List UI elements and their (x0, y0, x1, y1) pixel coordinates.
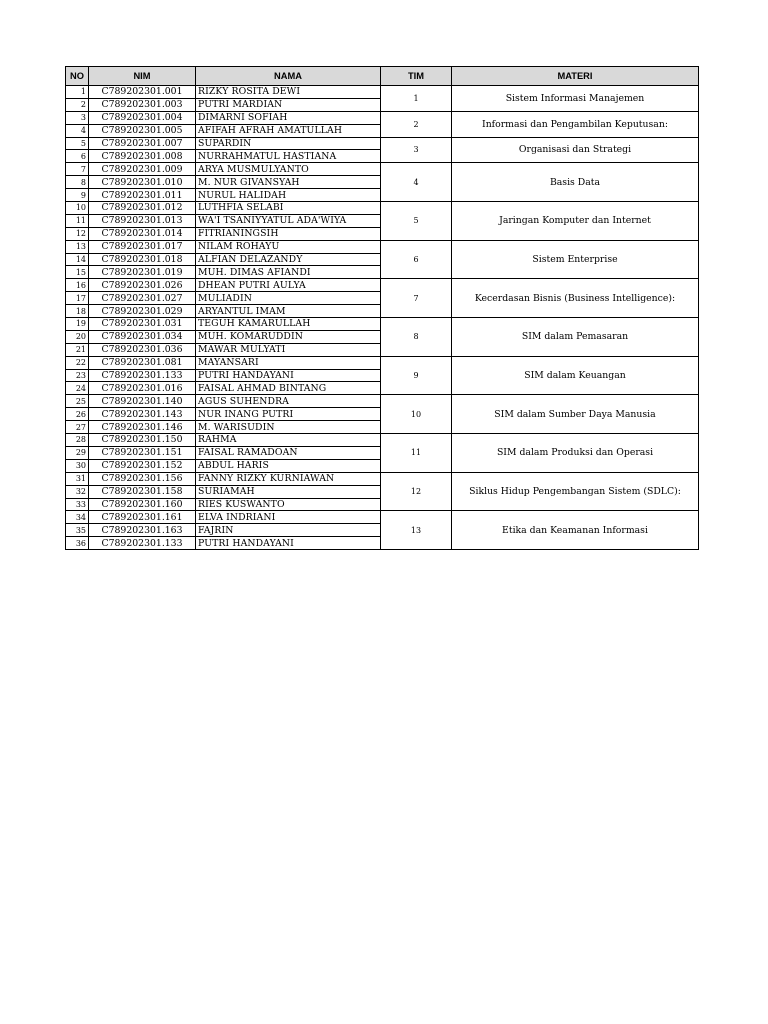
row-number: 29 (66, 446, 89, 459)
student-nim: C789202301.004 (89, 111, 196, 124)
header-no: NO (66, 67, 89, 86)
row-number: 1 (66, 86, 89, 99)
table-row (66, 356, 699, 369)
roster-body (66, 86, 699, 550)
student-nim: C789202301.012 (89, 202, 196, 215)
row-number: 23 (66, 369, 89, 382)
row-number: 10 (66, 202, 89, 215)
row-number: 19 (66, 318, 89, 331)
row-number: 2 (66, 98, 89, 111)
student-nim: C789202301.018 (89, 253, 196, 266)
team-number: 2 (381, 111, 452, 137)
team-topic: SIM dalam Pemasaran (452, 318, 699, 357)
table-row (66, 202, 699, 215)
row-number: 20 (66, 330, 89, 343)
student-nim: C789202301.003 (89, 98, 196, 111)
student-name: DHEAN PUTRI AULYA (196, 279, 381, 292)
team-topic: Etika dan Keamanan Informasi (452, 511, 699, 550)
row-number: 16 (66, 279, 89, 292)
student-name: PUTRI HANDAYANI (196, 537, 381, 550)
student-nim: C789202301.151 (89, 446, 196, 459)
row-number: 15 (66, 266, 89, 279)
row-number: 24 (66, 382, 89, 395)
team-topic: Organisasi dan Strategi (452, 137, 699, 163)
row-number: 12 (66, 227, 89, 240)
row-number: 13 (66, 240, 89, 253)
row-number: 9 (66, 189, 89, 202)
student-name: MUH. DIMAS AFIANDI (196, 266, 381, 279)
student-name: ABDUL HARIS (196, 459, 381, 472)
team-topic: Sistem Enterprise (452, 240, 699, 279)
row-number: 8 (66, 176, 89, 189)
student-nim: C789202301.081 (89, 356, 196, 369)
student-name: ARYANTUL IMAM (196, 305, 381, 318)
student-name: M. WARISUDIN (196, 421, 381, 434)
student-nim: C789202301.008 (89, 150, 196, 163)
row-number: 21 (66, 343, 89, 356)
student-name: FANNY RIZKY KURNIAWAN (196, 472, 381, 485)
student-nim: C789202301.163 (89, 524, 196, 537)
student-name: MUH. KOMARUDDIN (196, 330, 381, 343)
header-tim: TIM (381, 67, 452, 86)
table-row (66, 137, 699, 150)
student-nim: C789202301.017 (89, 240, 196, 253)
row-number: 17 (66, 292, 89, 305)
student-name: ALFIAN DELAZANDY (196, 253, 381, 266)
table-row (66, 163, 699, 176)
team-topic: SIM dalam Produksi dan Operasi (452, 434, 699, 473)
student-nim: C789202301.013 (89, 214, 196, 227)
row-number: 30 (66, 459, 89, 472)
student-nim: C789202301.034 (89, 330, 196, 343)
team-number: 13 (381, 511, 452, 550)
student-name: FITRIANINGSIH (196, 227, 381, 240)
row-number: 27 (66, 421, 89, 434)
table-row (66, 511, 699, 524)
student-name: NILAM ROHAYU (196, 240, 381, 253)
student-nim: C789202301.140 (89, 395, 196, 408)
team-topic: Sistem Informasi Manajemen (452, 86, 699, 112)
table-row (66, 434, 699, 447)
table-row (66, 279, 699, 292)
header-nama: NAMA (196, 67, 381, 86)
student-nim: C789202301.026 (89, 279, 196, 292)
student-nim: C789202301.007 (89, 137, 196, 150)
student-name: PUTRI MARDIAN (196, 98, 381, 111)
team-number: 3 (381, 137, 452, 163)
row-number: 11 (66, 214, 89, 227)
student-nim: C789202301.150 (89, 434, 196, 447)
student-name: RIES KUSWANTO (196, 498, 381, 511)
student-nim: C789202301.036 (89, 343, 196, 356)
student-name: LUTHFIA SELABI (196, 202, 381, 215)
table-row (66, 472, 699, 485)
table-row (66, 111, 699, 124)
student-nim: C789202301.143 (89, 408, 196, 421)
header-materi: MATERI (452, 67, 699, 86)
team-number: 5 (381, 202, 452, 241)
student-nim: C789202301.158 (89, 485, 196, 498)
header-row (66, 67, 699, 86)
row-number: 35 (66, 524, 89, 537)
row-number: 36 (66, 537, 89, 550)
student-name: FAISAL AHMAD BINTANG (196, 382, 381, 395)
student-name: NURUL HALIDAH (196, 189, 381, 202)
student-nim: C789202301.031 (89, 318, 196, 331)
team-topic: Kecerdasan Bisnis (Business Intelligence): (452, 279, 699, 318)
team-number: 9 (381, 356, 452, 395)
row-number: 5 (66, 137, 89, 150)
team-number: 1 (381, 86, 452, 112)
row-number: 28 (66, 434, 89, 447)
team-number: 4 (381, 163, 452, 202)
student-nim: C789202301.010 (89, 176, 196, 189)
team-topic: Basis Data (452, 163, 699, 202)
team-topic: SIM dalam Keuangan (452, 356, 699, 395)
student-name: SURIAMAH (196, 485, 381, 498)
header-nim: NIM (89, 67, 196, 86)
student-name: PUTRI HANDAYANI (196, 369, 381, 382)
student-name: RIZKY ROSITA DEWI (196, 86, 381, 99)
student-nim: C789202301.152 (89, 459, 196, 472)
student-nim: C789202301.146 (89, 421, 196, 434)
row-number: 4 (66, 124, 89, 137)
student-nim: C789202301.160 (89, 498, 196, 511)
row-number: 7 (66, 163, 89, 176)
student-nim: C789202301.133 (89, 537, 196, 550)
team-number: 10 (381, 395, 452, 434)
row-number: 14 (66, 253, 89, 266)
team-topic: SIM dalam Sumber Daya Manusia (452, 395, 699, 434)
student-name: SUPARDIN (196, 137, 381, 150)
student-name: WA'I TSANIYYATUL ADA'WIYA (196, 214, 381, 227)
team-number: 8 (381, 318, 452, 357)
student-nim: C789202301.161 (89, 511, 196, 524)
student-name: FAJRIN (196, 524, 381, 537)
row-number: 32 (66, 485, 89, 498)
team-number: 12 (381, 472, 452, 511)
table-row (66, 86, 699, 99)
table-row (66, 318, 699, 331)
row-number: 22 (66, 356, 89, 369)
table-row (66, 240, 699, 253)
student-name: RAHMA (196, 434, 381, 447)
student-nim: C789202301.156 (89, 472, 196, 485)
table-row (66, 395, 699, 408)
student-nim: C789202301.019 (89, 266, 196, 279)
team-number: 7 (381, 279, 452, 318)
row-number: 34 (66, 511, 89, 524)
team-topic: Jaringan Komputer dan Internet (452, 202, 699, 241)
team-topic: Informasi dan Pengambilan Keputusan: (452, 111, 699, 137)
student-name: TEGUH KAMARULLAH (196, 318, 381, 331)
student-name: FAISAL RAMADOAN (196, 446, 381, 459)
student-nim: C789202301.011 (89, 189, 196, 202)
team-roster-table (65, 66, 699, 550)
student-name: AFIFAH AFRAH AMATULLAH (196, 124, 381, 137)
student-nim: C789202301.014 (89, 227, 196, 240)
student-name: MULIADIN (196, 292, 381, 305)
row-number: 33 (66, 498, 89, 511)
student-name: NUR INANG PUTRI (196, 408, 381, 421)
student-name: MAYANSARI (196, 356, 381, 369)
team-number: 11 (381, 434, 452, 473)
student-nim: C789202301.133 (89, 369, 196, 382)
student-nim: C789202301.029 (89, 305, 196, 318)
team-topic: Siklus Hidup Pengembangan Sistem (SDLC): (452, 472, 699, 511)
row-number: 25 (66, 395, 89, 408)
student-name: AGUS SUHENDRA (196, 395, 381, 408)
row-number: 6 (66, 150, 89, 163)
row-number: 26 (66, 408, 89, 421)
student-name: ELVA INDRIANI (196, 511, 381, 524)
student-nim: C789202301.027 (89, 292, 196, 305)
student-nim: C789202301.009 (89, 163, 196, 176)
student-name: MAWAR MULYATI (196, 343, 381, 356)
row-number: 3 (66, 111, 89, 124)
student-name: DIMARNI SOFIAH (196, 111, 381, 124)
student-name: NURRAHMATUL HASTIANA (196, 150, 381, 163)
student-nim: C789202301.016 (89, 382, 196, 395)
row-number: 31 (66, 472, 89, 485)
student-name: M. NUR GIVANSYAH (196, 176, 381, 189)
student-nim: C789202301.001 (89, 86, 196, 99)
row-number: 18 (66, 305, 89, 318)
student-nim: C789202301.005 (89, 124, 196, 137)
student-name: ARYA MUSMULYANTO (196, 163, 381, 176)
team-number: 6 (381, 240, 452, 279)
